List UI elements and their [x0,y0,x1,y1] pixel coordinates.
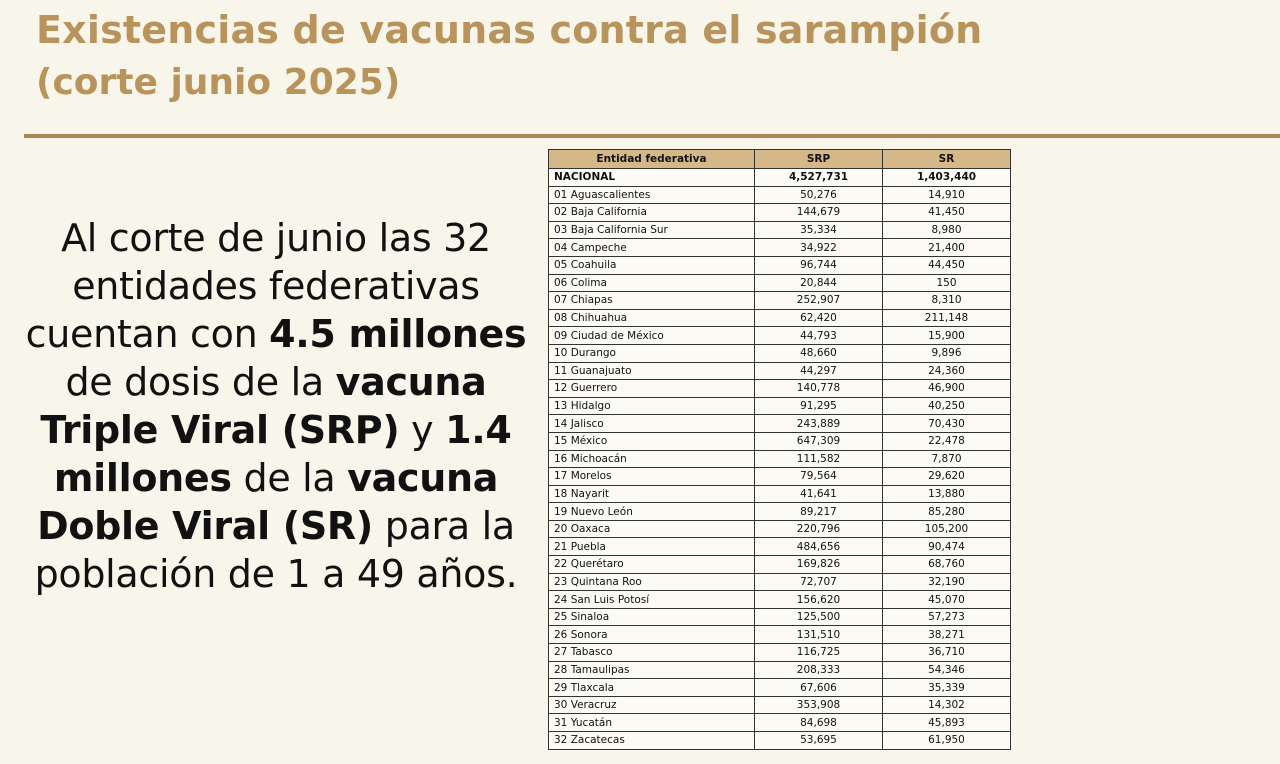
table-row [549,309,1011,327]
cell-sr: 45,070 [883,591,1011,609]
cell-entidad: 20 Oaxaca [549,520,755,538]
summary-text [20,214,532,598]
cell-entidad: 29 Tlaxcala [549,679,755,697]
cell-sr: 90,474 [883,538,1011,556]
cell-entidad: 19 Nuevo León [549,503,755,521]
cell-sr: 150 [883,274,1011,292]
table-row [549,221,1011,239]
page-subtitle: (corte junio 2025) [36,62,401,103]
cell-srp: 208,333 [755,661,883,679]
column-header-entidad: Entidad federativa [549,150,755,169]
cell-sr: 45,893 [883,714,1011,732]
cell-sr: 14,302 [883,696,1011,714]
column-header-sr: SR [883,150,1011,169]
table-row [549,239,1011,257]
cell-srp: 116,725 [755,644,883,662]
summary-part: Al corte de junio las 32 entidades federativas cuentan con [25,216,491,356]
cell-entidad: 04 Campeche [549,239,755,257]
table-row [549,696,1011,714]
cell-sr: 46,900 [883,380,1011,398]
cell-srp: 50,276 [755,186,883,204]
table-row [549,679,1011,697]
table-row [549,538,1011,556]
table-row [549,186,1011,204]
cell-srp: 84,698 [755,714,883,732]
cell-entidad: 06 Colima [549,274,755,292]
cell-srp: 252,907 [755,292,883,310]
table-row [549,644,1011,662]
cell-srp: 91,295 [755,397,883,415]
title-divider [24,134,1280,138]
cell-sr: 29,620 [883,468,1011,486]
table-row [549,520,1011,538]
cell-entidad: 11 Guanajuato [549,362,755,380]
table-row [549,292,1011,310]
cell-sr: 38,271 [883,626,1011,644]
cell-srp: 111,582 [755,450,883,468]
summary-part: para la población de 1 a 49 años. [34,504,518,596]
cell-sr: 22,478 [883,432,1011,450]
cell-entidad: 27 Tabasco [549,644,755,662]
cell-srp: 72,707 [755,573,883,591]
cell-sr: 8,310 [883,292,1011,310]
cell-srp: 140,778 [755,380,883,398]
cell-entidad: 22 Querétaro [549,556,755,574]
cell-sr: 14,910 [883,186,1011,204]
cell-srp: 243,889 [755,415,883,433]
cell-srp: 67,606 [755,679,883,697]
cell-srp: 62,420 [755,309,883,327]
cell-srp: 20,844 [755,274,883,292]
cell-sr: 9,896 [883,344,1011,362]
summary-part: de la [231,456,348,500]
cell-entidad: 23 Quintana Roo [549,573,755,591]
cell-entidad: 28 Tamaulipas [549,661,755,679]
cell-entidad: 02 Baja California [549,204,755,222]
cell-entidad: 01 Aguascalientes [549,186,755,204]
table-row [549,344,1011,362]
cell-entidad: 16 Michoacán [549,450,755,468]
table-row [549,204,1011,222]
cell-sr: 70,430 [883,415,1011,433]
cell-srp: 647,309 [755,432,883,450]
table-row [549,485,1011,503]
table-row [549,327,1011,345]
cell-sr: 24,360 [883,362,1011,380]
column-header-srp: SRP [755,150,883,169]
summary-bold: vacuna Doble Viral (SR) [37,456,499,548]
cell-entidad: 13 Hidalgo [549,397,755,415]
summary-part: de dosis de la [65,360,336,404]
cell-entidad: 17 Morelos [549,468,755,486]
cell-entidad: 30 Veracruz [549,696,755,714]
cell-entidad: 05 Coahuila [549,256,755,274]
cell-srp: 79,564 [755,468,883,486]
cell-sr: 35,339 [883,679,1011,697]
cell-sr: 41,450 [883,204,1011,222]
cell-srp: 41,641 [755,485,883,503]
cell-entidad: 15 México [549,432,755,450]
table-row [549,432,1011,450]
cell-srp: 96,744 [755,256,883,274]
cell-entidad: NACIONAL [549,169,755,187]
cell-entidad: 25 Sinaloa [549,608,755,626]
cell-entidad: 12 Guerrero [549,380,755,398]
table-row [549,415,1011,433]
table-row [549,503,1011,521]
cell-sr: 68,760 [883,556,1011,574]
summary-bold: 1.4 millones [53,408,512,500]
cell-entidad: 31 Yucatán [549,714,755,732]
table-row [549,714,1011,732]
cell-sr: 61,950 [883,732,1011,750]
summary-bold: 4.5 millones [269,312,527,356]
cell-srp: 35,334 [755,221,883,239]
table-row [549,573,1011,591]
cell-sr: 21,400 [883,239,1011,257]
cell-entidad: 32 Zacatecas [549,732,755,750]
table-row [549,626,1011,644]
table-row [549,362,1011,380]
cell-sr: 15,900 [883,327,1011,345]
cell-entidad: 07 Chiapas [549,292,755,310]
table-row [549,661,1011,679]
table-row [549,256,1011,274]
table-row [549,732,1011,750]
table-header-row [549,150,1011,169]
table-row-nacional [549,169,1011,187]
cell-srp: 144,679 [755,204,883,222]
vaccine-stock-table-wrapper [548,149,1011,750]
cell-srp: 44,793 [755,327,883,345]
cell-sr: 7,870 [883,450,1011,468]
table-row [549,608,1011,626]
cell-sr: 32,190 [883,573,1011,591]
cell-sr: 105,200 [883,520,1011,538]
cell-srp: 125,500 [755,608,883,626]
cell-sr: 44,450 [883,256,1011,274]
cell-entidad: 24 San Luis Potosí [549,591,755,609]
table-row [549,450,1011,468]
summary-bold: vacuna Triple Viral (SRP) [40,360,487,452]
table-row [549,380,1011,398]
cell-srp: 156,620 [755,591,883,609]
cell-srp: 220,796 [755,520,883,538]
cell-srp: 53,695 [755,732,883,750]
table-row [549,274,1011,292]
table-row [549,556,1011,574]
vaccine-stock-table [548,149,1011,750]
cell-entidad: 10 Durango [549,344,755,362]
cell-srp: 131,510 [755,626,883,644]
cell-entidad: 14 Jalisco [549,415,755,433]
cell-entidad: 08 Chihuahua [549,309,755,327]
cell-sr: 36,710 [883,644,1011,662]
cell-srp: 44,297 [755,362,883,380]
cell-entidad: 26 Sonora [549,626,755,644]
table-row [549,397,1011,415]
cell-entidad: 21 Puebla [549,538,755,556]
cell-srp: 48,660 [755,344,883,362]
cell-srp: 353,908 [755,696,883,714]
cell-sr: 85,280 [883,503,1011,521]
cell-srp: 169,826 [755,556,883,574]
cell-srp: 89,217 [755,503,883,521]
page-title: Existencias de vacunas contra el sarampión [36,8,983,52]
cell-sr: 8,980 [883,221,1011,239]
table-row [549,591,1011,609]
cell-srp: 34,922 [755,239,883,257]
cell-entidad: 03 Baja California Sur [549,221,755,239]
cell-sr: 40,250 [883,397,1011,415]
summary-part: y [399,408,446,452]
cell-sr: 13,880 [883,485,1011,503]
cell-sr: 211,148 [883,309,1011,327]
table-row [549,468,1011,486]
cell-entidad: 09 Ciudad de México [549,327,755,345]
cell-entidad: 18 Nayarit [549,485,755,503]
cell-sr: 1,403,440 [883,169,1011,187]
cell-srp: 4,527,731 [755,169,883,187]
cell-sr: 57,273 [883,608,1011,626]
cell-srp: 484,656 [755,538,883,556]
cell-sr: 54,346 [883,661,1011,679]
